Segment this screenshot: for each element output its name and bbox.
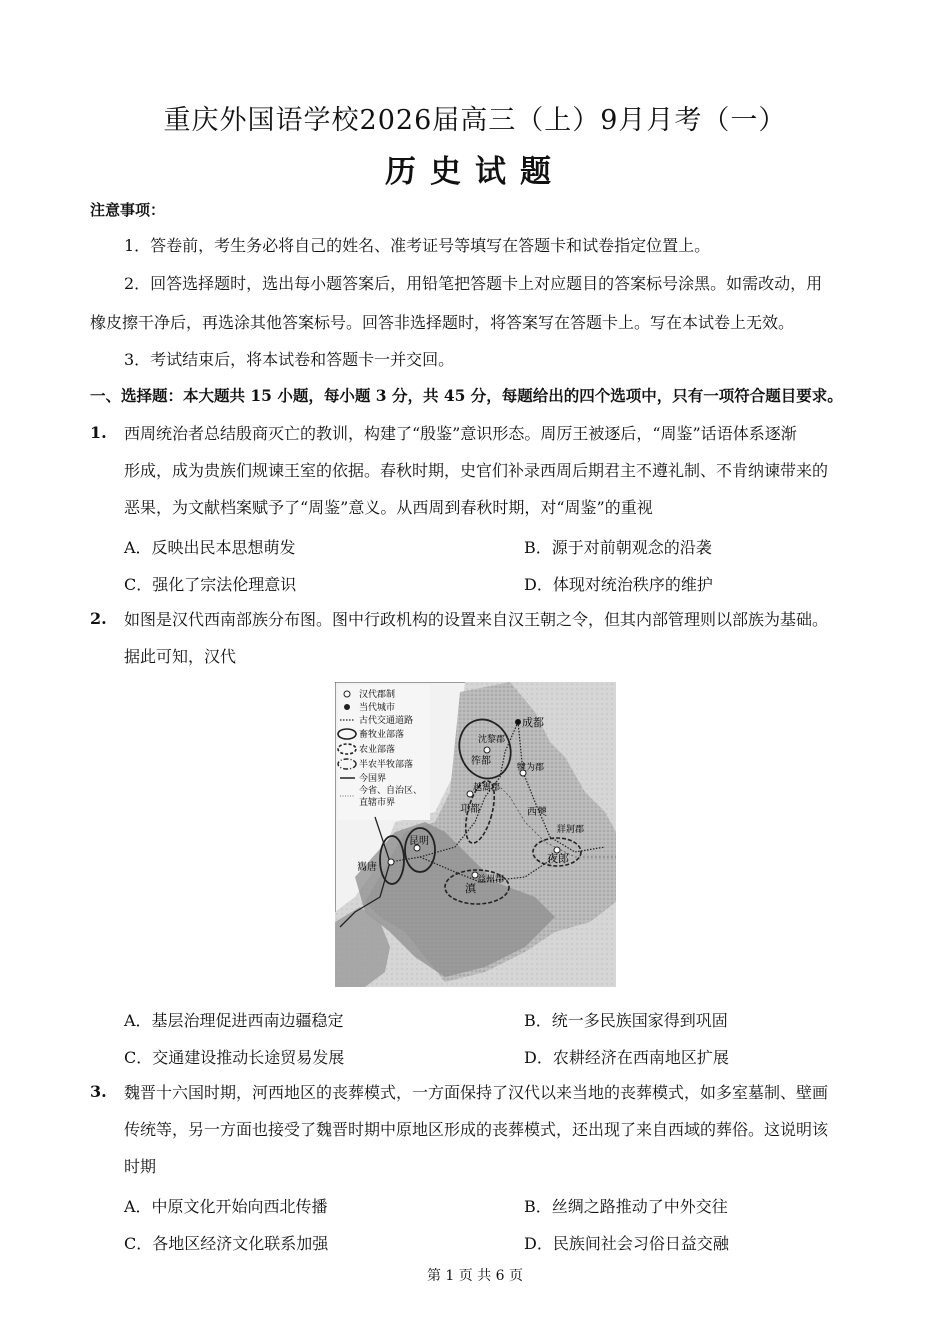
map-label-yuesui: 越巂郡	[473, 783, 501, 793]
question-3-stem-line-3: 时期	[124, 1157, 157, 1176]
legend-pastoral-tribe: 畜牧业部落	[359, 730, 405, 740]
legend-farming-tribe: 农业部落	[359, 745, 396, 755]
map-label-zangke: 牂牁郡	[557, 825, 585, 835]
question-1-number: 1.	[90, 423, 107, 442]
question-2-stem-line-1: 如图是汉代西南部族分布图。图中行政机构的设置来自汉王朝之令，但其内部管理则以部族为基础。	[124, 610, 829, 629]
question-1-stem-line-1: 西周统治者总结殷商灭亡的教训，构建了“殷鉴”意识形态。周厉王被逐后，“周鉴”话语体系逐渐	[124, 424, 797, 443]
question-3-stem-line-2: 传统等，另一方面也接受了魏晋时期中原地区形成的丧葬模式，还出现了来自西域的葬俗。这说明该	[124, 1120, 829, 1139]
map-label-chengdu: 成都	[522, 716, 544, 729]
map-label-kunming: 昆明	[409, 836, 429, 847]
notice-heading: 注意事项：	[90, 201, 166, 219]
question-2-option-b[interactable]: B．统一多民族国家得到巩固	[524, 1011, 728, 1030]
question-1-stem-line-3: 恶果，为文献档案赋予了“周鉴”意义。从西周到春秋时期，对“周鉴”的重视	[124, 498, 653, 517]
notice-item-3: 3．考试结束后，将本试卷和答题卡一并交回。	[124, 350, 455, 369]
southwest-tribes-map	[335, 682, 616, 987]
exam-subject: 历史试题	[385, 154, 565, 190]
map-label-zuodu: 筰都	[471, 756, 491, 767]
question-1-option-d[interactable]: D．体现对统治秩序的维护	[524, 575, 713, 594]
question-2-stem-line-2: 据此可知，汉代	[124, 647, 237, 666]
notice-item-2-line-2: 橡皮擦干净后，再选涂其他答案标号。回答非选择题时，将答案写在答题卡上。写在本试卷上无效。	[90, 313, 795, 332]
question-2-number: 2.	[90, 609, 107, 628]
legend-modern-city: 当代城市	[359, 703, 396, 713]
question-1-option-c[interactable]: C．强化了宗法伦理意识	[124, 575, 297, 594]
question-3-option-c[interactable]: C．各地区经济文化联系加强	[124, 1234, 329, 1253]
exam-title: 重庆外国语学校2026届高三（上）9月月考（一）	[163, 105, 787, 136]
question-1-stem-line-2: 形成，成为贵族们规谏王室的依据。春秋时期，史官们补录西周后期君主不遵礼制、不肯纳谏带来的	[124, 461, 829, 480]
question-2-option-c[interactable]: C．交通建设推动长途贸易发展	[124, 1048, 345, 1067]
question-3-number: 3.	[90, 1082, 107, 1101]
question-2-option-d[interactable]: D．农耕经济在西南地区扩展	[524, 1048, 729, 1067]
notice-item-2-line-1: 2．回答选择题时，选出每小题答案后，用铅笔把答题卡上对应题目的答案标号涂黑。如需改动，用	[124, 274, 823, 293]
map-label-jianwei: 犍为郡	[517, 763, 545, 773]
question-1-option-b[interactable]: B．源于对前朝观念的沿袭	[524, 538, 712, 557]
legend-han-commandery: 汉代郡制	[359, 690, 396, 700]
page-footer: 第 1 页 共 6 页	[426, 1268, 524, 1284]
question-3-stem-line-1: 魏晋十六国时期，河西地区的丧葬模式，一方面保持了汉代以来当地的丧葬模式，如多室墓制、壁画	[124, 1083, 829, 1102]
question-1-option-a[interactable]: A．反映出民本思想萌发	[124, 538, 296, 557]
map-label-qiongdu: 邛都	[460, 804, 480, 815]
map-label-shenli: 沈黎郡	[478, 735, 506, 745]
map-label-xitang: 巂唐	[357, 862, 377, 873]
map-label-yizhou: 益州郡	[477, 875, 505, 885]
map-label-dian: 滇	[465, 882, 476, 895]
legend-semi-farming-tribe: 半农半牧部落	[359, 760, 414, 770]
notice-item-1: 1．答卷前，考生务必将自己的姓名、准考证号等填写在答题卡和试卷指定位置上。	[124, 236, 711, 255]
question-3-option-b[interactable]: B．丝绸之路推动了中外交往	[524, 1197, 728, 1216]
legend-province-border-2: 直辖市界	[359, 798, 396, 808]
legend-national-border: 今国界	[359, 774, 387, 784]
legend-province-border-1: 今省、自治区、	[359, 786, 423, 796]
legend-ancient-road: 古代交通道路	[359, 716, 414, 726]
question-3-option-d[interactable]: D．民族间社会习俗日益交融	[524, 1234, 729, 1253]
map-label-xiyi: 西僰	[527, 807, 547, 818]
question-2-option-a[interactable]: A．基层治理促进西南边疆稳定	[124, 1011, 344, 1030]
map-label-yelang: 夜郎	[547, 852, 569, 865]
question-3-option-a[interactable]: A．中原文化开始向西北传播	[124, 1197, 328, 1216]
section-1-heading: 一、选择题：本大题共 15 小题，每小题 3 分，共 45 分，每题给出的四个选项中，只有一项符合题目要求。	[90, 386, 843, 405]
